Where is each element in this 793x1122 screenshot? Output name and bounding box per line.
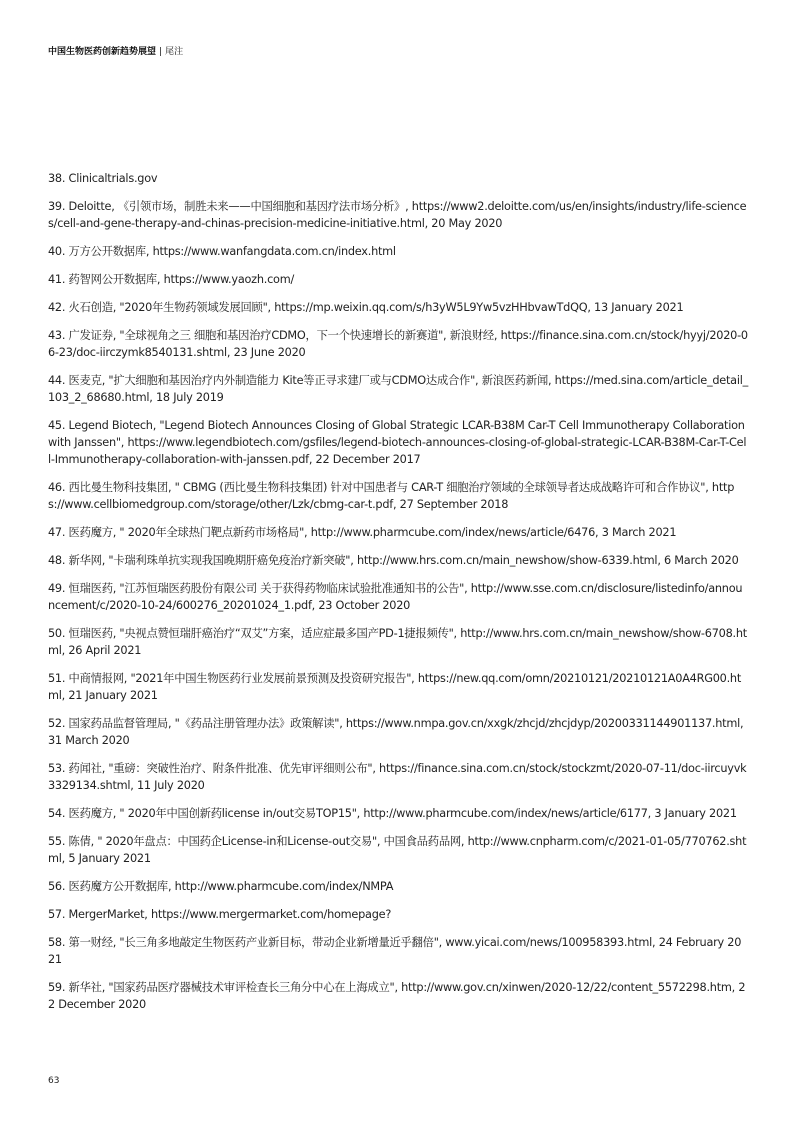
endnote: 45. Legend Biotech, "Legend Biotech Announces Closing of Global Strategic LCAR-B38M Car-T Cell Immunotherapy Collaboration with Janssen", https://www.legendbiotech.com/gsfiles/legend-biotech-announces-closing-of-global-strategic-LCAR-B38M-Car-T-Cell-Immunotherapy-collaboration-with-janssen.pdf, 22 December 2017 xyxy=(48,419,747,466)
endnote: 46. 西比曼生物科技集团, " CBMG (西比曼生物科技集团) 针对中国患者与 CAR-T 细胞治疗领域的全球领导者达成战略许可和合作协议", https://www.cellbiomedgroup.com/storage/other/Lzk/cbmg-car-t.pdf, 27 September 2018 xyxy=(48,481,735,511)
endnote: 54. 医药魔方, " 2020年中国创新药license in/out交易TOP15", http://www.pharmcube.com/index/news/article/6177, 3 January 2021 xyxy=(48,807,737,820)
endnote: 42. 火石创造, "2020年生物药领域发展回顾", https://mp.weixin.qq.com/s/h3yW5L9Yw5vzHHbvawTdQQ, 13 January 2021 xyxy=(48,301,684,314)
endnote: 47. 医药魔方, " 2020年全球热门靶点新药市场格局", http://www.pharmcube.com/index/news/article/6476, 3 March 2021 xyxy=(48,526,677,539)
endnote: 40. 万方公开数据库, https://www.wanfangdata.com.cn/index.html xyxy=(48,245,396,258)
endnote: 48. 新华网, "卡瑞利珠单抗实现我国晚期肝癌免疫治疗新突破", http://www.hrs.com.cn/main_newshow/show-6339.html, 6 March 2020 xyxy=(48,554,739,567)
endnote: 55. 陈倩, " 2020年盘点：中国药企License-in和License-out交易", 中国食品药品网, http://www.cnpharm.com/c/2021-01-05/770762.shtml, 5 January 2021 xyxy=(48,835,747,865)
running-header xyxy=(48,44,183,57)
endnote: 53. 药闻社, "重磅：突破性治疗、附条件批准、优先审评细则公布", https://finance.sina.com.cn/stock/stockzmt/2020-07-11/doc-iircuyvk3329134.shtml, 11 July 2020 xyxy=(48,762,747,792)
endnotes-list xyxy=(48,170,748,1024)
endnote: 44. 医麦克, "扩大细胞和基因治疗内外制造能力 Kite等正寻求建厂或与CDMO达成合作", 新浪医药新闻, https://med.sina.com/article_detail_103_2_68680.html, 18 July 2019 xyxy=(48,374,749,404)
endnote: 59. 新华社, "国家药品医疗器械技术审评检查长三角分中心在上海成立", http://www.gov.cn/xinwen/2020-12/22/content_5572298.htm, 22 December 2020 xyxy=(48,981,746,1011)
endnote: 52. 国家药品监督管理局, "《药品注册管理办法》政策解读", https://www.nmpa.gov.cn/xxgk/zhcjd/zhcjdyp/20200331144901137.html, 31 March 2020 xyxy=(48,717,744,747)
page-number: 63 xyxy=(48,1076,60,1086)
report-title: 中国生物医药创新趋势展望 xyxy=(48,47,157,57)
endnote: 58. 第一财经, "长三角多地敲定生物医药产业新目标，带动企业新增量近乎翻倍", www.yicai.com/news/100958393.html, 24 February 2021 xyxy=(48,936,742,966)
endnote: 39. Deloitte, 《引领市场，制胜未来——中国细胞和基因疗法市场分析》, https://www2.deloitte.com/us/en/insights/industry/life-sciences/cell-and-gene-therapy-and-chinas-precision-medicine-initiative.html, 20 May 2020 xyxy=(48,200,747,230)
endnote: 49. 恒瑞医药, "江苏恒瑞医药股份有限公司 关于获得药物临床试验批准通知书的公告", http://www.sse.com.cn/disclosure/listedinfo/announcement/c/2020-10-24/600276_20201024_1.pdf, 23 October 2020 xyxy=(48,582,743,612)
endnote: 56. 医药魔方公开数据库, http://www.pharmcube.com/index/NMPA xyxy=(48,880,394,893)
header-separator: | xyxy=(159,47,163,57)
endnote: 57. MergerMarket, https://www.mergermarket.com/homepage? xyxy=(48,908,392,921)
endnote: 51. 中商情报网, "2021年中国生物医药行业发展前景预测及投资研究报告", https://new.qq.com/omn/20210121/20210121A0A4RG00.html, 21 January 2021 xyxy=(48,672,742,702)
section-name: 尾注 xyxy=(165,47,184,57)
endnote: 38. Clinicaltrials.gov xyxy=(48,172,158,185)
endnote: 50. 恒瑞医药, "央视点赞恒瑞肝癌治疗“双艾”方案，适应症最多国产PD-1捷报频传", http://www.hrs.com.cn/main_newshow/show-6708.html, 26 April 2021 xyxy=(48,627,747,657)
endnote: 43. 广发证券, "全球视角之三 细胞和基因治疗CDMO，下一个快速增长的新赛道", 新浪财经, https://finance.sina.com.cn/stock/hyyj/2020-06-23/doc-iirczymk8540131.shtml, 23 June 2020 xyxy=(48,329,748,359)
endnote: 41. 药智网公开数据库, https://www.yaozh.com/ xyxy=(48,273,295,286)
